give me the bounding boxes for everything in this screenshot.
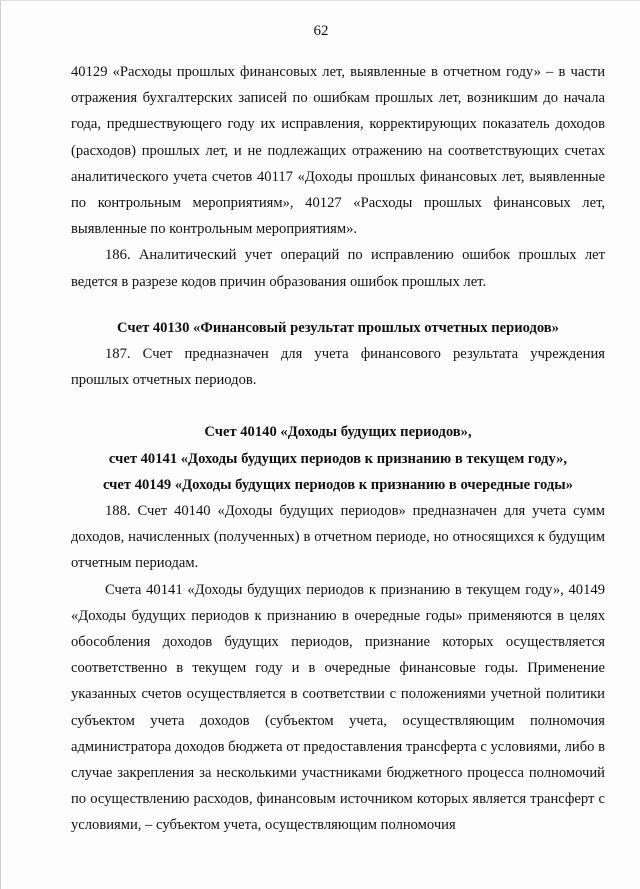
heading-block-account-40140 [71, 419, 605, 498]
document-body [71, 59, 605, 839]
heading-account-40130: Счет 40130 «Финансовый результат прошлых отчетных периодов» [117, 319, 559, 336]
paragraph-188: 188. Счет 40140 «Доходы будущих периодов» предназначен для учета сумм доходов, начисленных (полученных) в отчетном периоде, но относящихся к будущим отчетным периодам. [71, 503, 605, 572]
page-number: 62 [313, 23, 329, 39]
paragraph-187: 187. Счет предназначен для учета финансового результата учреждения прошлых отчетных периодов. [71, 346, 605, 389]
paragraph-accounts-40141-40149: Счета 40141 «Доходы будущих периодов к признанию в текущем году», 40149 «Доходы будущих периодов к признанию в очередные годы» применяются в целях обособления доходов будущих периодов, признание которых осуществляется соответственно в текущем году и в очередные финансовые годы. Применение указанных счетов осуществляется в соответствии с положениями учетной политики субъектом учета доходов (субъектом учета, осуществляющим полномочия администратора доходов бюджета от предоставления трансферта с условиями, либо в случае закрепления за несколькими участниками бюджетного процесса полномочий по осуществлению расходов, финансовым источником которых является трансферт с условиями, – субъектом учета, осуществляющим полномочия [71, 581, 605, 834]
paragraph-186: 186. Аналитический учет операций по исправлению ошибок прошлых лет ведется в разрезе кодов причин образования ошибок прошлых лет. [71, 247, 605, 290]
heading-account-40141: счет 40141 «Доходы будущих периодов к признанию в текущем году», [108, 450, 568, 467]
paragraph-account-40129-continuation: 40129 «Расходы прошлых финансовых лет, выявленные в отчетном году» – в части отражения бухгалтерских записей по ошибкам прошлых лет, возникшим до начала года, предшествующего году их исправления, корректирующих показатель доходов (расходов) прошлых лет, и не подлежащих отражению на соответствующих счетах аналитического учета счетов 40117 «Доходы прошлых финансовых лет, выявленные по контрольным мероприятиям», 40127 «Расходы прошлых финансовых лет, выявленные по контрольным мероприятиям». [71, 64, 605, 238]
heading-account-40140: Счет 40140 «Доходы будущих периодов», [204, 424, 472, 441]
heading-account-40149: счет 40149 «Доходы будущих периодов к признанию в очередные годы» [102, 476, 574, 493]
